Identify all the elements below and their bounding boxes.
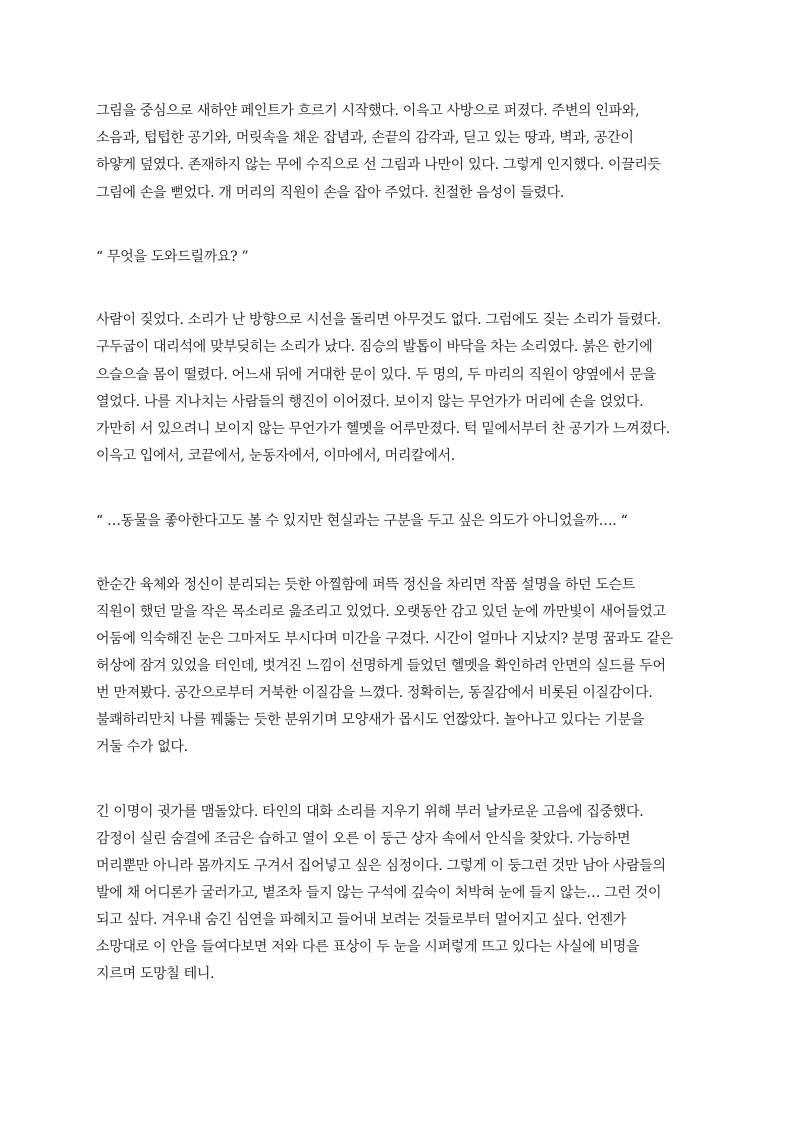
paragraph-4-line: 소망대로 이 안을 들여다보면 저와 다른 표상이 두 눈을 시퍼렇게 뜨고 있다는 사실에 비명을 xyxy=(96,939,640,955)
paragraph-3-line: 거둘 수가 없다. xyxy=(96,739,188,755)
paragraph-1-line: 소음과, 텁텁한 공기와, 머릿속을 채운 잡념과, 손끝의 감각과, 딛고 있는 땅과, 벽과, 공간이 xyxy=(96,130,634,146)
paragraph-2-line: 이윽고 입에서, 코끝에서, 눈동자에서, 이마에서, 머리칼에서. xyxy=(96,448,455,464)
paragraph-1-line: 그림을 중심으로 새하얀 페인트가 흐르기 시작했다. 이윽고 사방으로 퍼졌다. 주변의 인파와, xyxy=(96,103,640,119)
paragraph-4-line: 감정이 실린 숨결에 조금은 습하고 열이 오른 이 둥근 상자 속에서 안식을 찾았다. 가능하면 xyxy=(96,831,631,847)
paragraph-4-line: 발에 채 어디론가 굴러가고, 볕조차 들지 않는 구석에 깊숙이 처박혀 눈에 들지 않는… 그런 것이 xyxy=(96,885,662,901)
paragraph-3-line: 번 만져봤다. 공간으로부터 거북한 이질감을 느꼈다. 정확히는, 동질감에서 비롯된 이질감이다. xyxy=(96,685,653,701)
paragraph-2-line: 으슬으슬 몸이 떨렸다. 어느새 뒤에 거대한 문이 있다. 두 명의, 두 마리의 직원이 양옆에서 문을 xyxy=(96,367,656,383)
dialogue-line: “ 무엇을 도와드릴까요? ” xyxy=(96,249,249,265)
paragraph-3-line: 허상에 잠겨 있었을 터인데, 벗겨진 느낌이 선명하게 들었던 헬멧을 확인하려 안면의 실드를 두어 xyxy=(96,658,666,674)
paragraph-3-line: 어둠에 익숙해진 눈은 그마저도 부시다며 미간을 구겼다. 시간이 얼마나 지났지? 분명 꿈과도 같은 xyxy=(96,631,673,647)
paragraph-2-line: 사람이 짖었다. 소리가 난 방향으로 시선을 돌리면 아무것도 없다. 그럼에도 짖는 소리가 들렸다. xyxy=(96,312,661,328)
paragraph-4-line: 지르며 도망칠 테니. xyxy=(96,966,215,982)
paragraph-1-line: 하얗게 덮였다. 존재하지 않는 무에 수직으로 선 그림과 나만이 있다. 그렇게 인지했다. 이끌리듯 xyxy=(96,157,661,173)
paragraph-4-line: 되고 싶다. 겨우내 숨긴 심연을 파헤치고 들어내 보려는 것들로부터 멀어지고 싶다. 언젠가 xyxy=(96,912,627,928)
paragraph-4-line: 머리뿐만 아니라 몸까지도 구겨서 집어넣고 싶은 심정이다. 그렇게 이 둥그런 것만 남아 사람들의 xyxy=(96,858,666,874)
paragraph-1-line: 그림에 손을 뻗었다. 개 머리의 직원이 손을 잡아 주었다. 친절한 음성이 들렸다. xyxy=(96,185,565,201)
paragraph-2-line: 열었다. 나를 지나치는 사람들의 행진이 이어졌다. 보이지 않는 무언가가 머리에 손을 얹었다. xyxy=(96,394,644,410)
paragraph-4-line: 긴 이명이 귓가를 맴돌았다. 타인의 대화 소리를 지우기 위해 부러 날카로운 고음에 집중했다. xyxy=(96,804,644,820)
paragraph-3-line: 불쾌하리만치 나를 꿰뚫는 듯한 분위기며 모양새가 몹시도 언짢았다. 놀아나고 있다는 기분을 xyxy=(96,712,645,728)
paragraph-3-line: 직원이 했던 말을 작은 목소리로 읊조리고 있었다. 오랫동안 감고 있던 눈에 까만빛이 새어들었고 xyxy=(96,604,666,620)
dialogue-line: “ …동물을 좋아한다고도 볼 수 있지만 현실과는 구분을 두고 싶은 의도가 아니었을까…. “ xyxy=(96,513,628,529)
paragraph-2-line: 가만히 서 있으려니 보이지 않는 무언가가 헬멧을 어루만졌다. 턱 밑에서부터 찬 공기가 느껴졌다. xyxy=(96,421,670,437)
paragraph-3-line: 한순간 육체와 정신이 분리되는 듯한 아찔함에 퍼뜩 정신을 차리면 작품 설명을 하던 도슨트 xyxy=(96,577,636,593)
paragraph-2-line: 구두굽이 대리석에 맞부딪히는 소리가 났다. 짐승의 발톱이 바닥을 차는 소리였다. 붉은 한기에 xyxy=(96,339,653,355)
